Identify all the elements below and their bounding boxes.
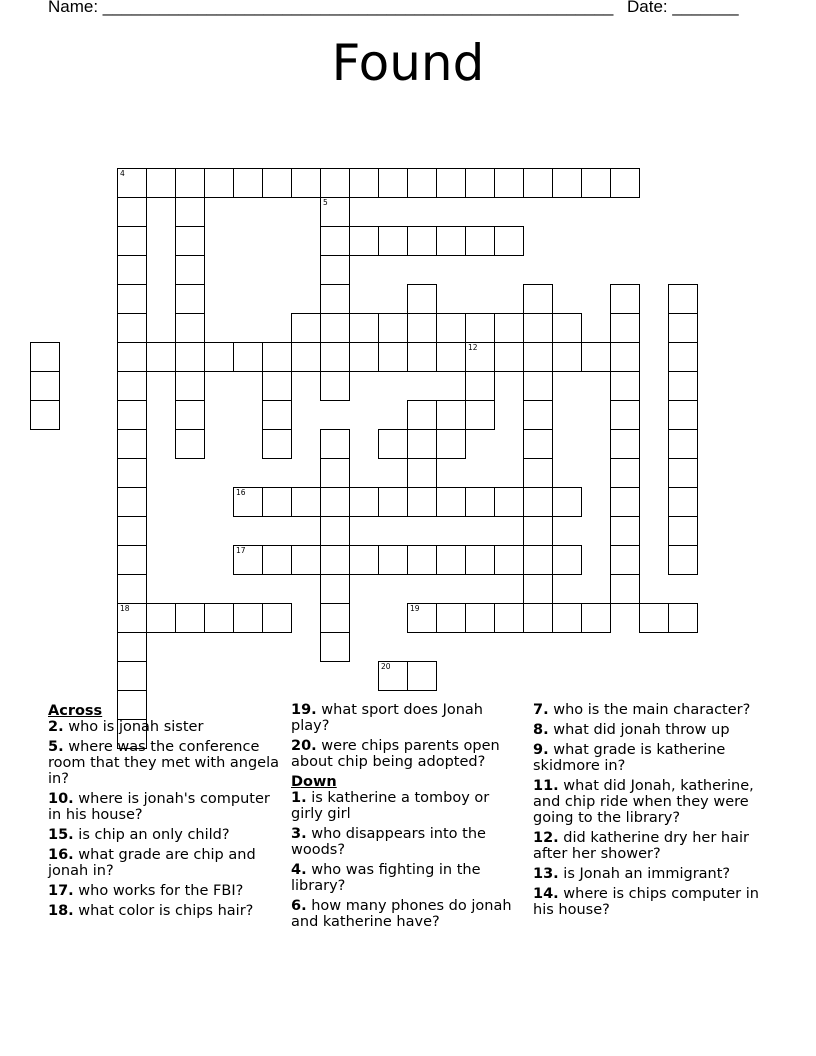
crossword-cell[interactable]	[117, 342, 147, 372]
crossword-cell[interactable]	[668, 516, 698, 546]
crossword-cell[interactable]	[146, 168, 176, 198]
clues-column-2	[291, 702, 521, 934]
crossword-cell[interactable]	[233, 603, 263, 633]
crossword-cell[interactable]	[117, 255, 147, 285]
crossword-cell[interactable]	[610, 487, 640, 517]
crossword-cell[interactable]	[610, 284, 640, 314]
crossword-cell[interactable]	[117, 603, 147, 633]
crossword-cell[interactable]	[320, 574, 350, 604]
crossword-cell[interactable]	[262, 168, 292, 198]
crossword-cell[interactable]	[117, 458, 147, 488]
clue-down-4: 4. who was fighting in the library?	[291, 862, 481, 894]
crossword-cell[interactable]	[610, 313, 640, 343]
clue-down-13: 13. is Jonah an immigrant?	[533, 866, 731, 882]
crossword-cell[interactable]	[436, 400, 466, 430]
crossword-cell[interactable]	[378, 342, 408, 372]
crossword-cell[interactable]	[407, 603, 437, 633]
crossword-cell[interactable]	[291, 168, 321, 198]
crossword-cell[interactable]	[117, 197, 147, 227]
crossword-cell[interactable]	[668, 487, 698, 517]
clues-column-1	[48, 702, 283, 923]
crossword-cell[interactable]	[320, 255, 350, 285]
crossword-cell[interactable]	[465, 400, 495, 430]
crossword-cell[interactable]	[349, 226, 379, 256]
crossword-cell[interactable]	[523, 458, 553, 488]
crossword-cell[interactable]	[233, 342, 263, 372]
crossword-cell[interactable]	[233, 545, 263, 575]
crossword-cell[interactable]	[378, 168, 408, 198]
crossword-cell[interactable]	[378, 661, 408, 691]
clue-down-3: 3. who disappears into the woods?	[291, 826, 486, 858]
crossword-cell[interactable]	[262, 400, 292, 430]
crossword-cell[interactable]	[175, 226, 205, 256]
crossword-cell[interactable]	[320, 603, 350, 633]
crossword-cell[interactable]	[552, 487, 582, 517]
crossword-cell[interactable]	[349, 487, 379, 517]
crossword-cell[interactable]	[407, 487, 437, 517]
crossword-cell[interactable]	[523, 545, 553, 575]
crossword-cell[interactable]	[117, 284, 147, 314]
crossword-cell[interactable]	[175, 255, 205, 285]
clue-down-1: 1. is katherine a tomboy or girly girl	[291, 790, 490, 822]
clue-across-19: 19. what sport does Jonah play?	[291, 702, 483, 734]
crossword-cell[interactable]	[175, 371, 205, 401]
crossword-cell[interactable]	[610, 458, 640, 488]
crossword-cell[interactable]	[436, 487, 466, 517]
crossword-cell[interactable]	[668, 400, 698, 430]
crossword-cell[interactable]	[639, 603, 669, 633]
crossword-cell[interactable]	[610, 342, 640, 372]
clue-across-20: 20. were chips parents open about chip being adopted?	[291, 738, 500, 770]
crossword-cell[interactable]	[320, 284, 350, 314]
crossword-cell[interactable]	[552, 603, 582, 633]
crossword-cell[interactable]	[117, 313, 147, 343]
crossword-cell[interactable]	[581, 342, 611, 372]
crossword-cell[interactable]	[378, 429, 408, 459]
crossword-cell[interactable]	[320, 371, 350, 401]
crossword-cell[interactable]	[610, 516, 640, 546]
crossword-cell[interactable]	[668, 284, 698, 314]
crossword-cell[interactable]	[204, 168, 234, 198]
crossword-cell[interactable]	[552, 168, 582, 198]
crossword-cell[interactable]	[465, 603, 495, 633]
down-heading: Down	[291, 774, 337, 790]
crossword-cell[interactable]	[494, 603, 524, 633]
crossword-cell[interactable]	[523, 516, 553, 546]
crossword-cell[interactable]	[523, 487, 553, 517]
clue-down-6: 6. how many phones do jonah and katherine have?	[291, 898, 512, 930]
crossword-cell[interactable]	[262, 487, 292, 517]
crossword-cell[interactable]	[117, 400, 147, 430]
clue-number: 4	[120, 169, 125, 178]
crossword-cell[interactable]	[436, 226, 466, 256]
crossword-cell[interactable]	[523, 168, 553, 198]
clue-down-12: 12. did katherine dry her hair after her shower?	[533, 830, 749, 862]
crossword-cell[interactable]	[320, 342, 350, 372]
crossword-cell[interactable]	[291, 545, 321, 575]
crossword-cell[interactable]	[204, 342, 234, 372]
crossword-cell[interactable]	[465, 226, 495, 256]
crossword-cell[interactable]	[117, 168, 147, 198]
crossword-cell[interactable]	[465, 313, 495, 343]
crossword-cell[interactable]	[320, 197, 350, 227]
crossword-cell[interactable]	[175, 603, 205, 633]
clue-down-11: 11. what did Jonah, katherine, and chip ride when they were going to the library?	[533, 778, 754, 826]
clue-across-16: 16. what grade are chip and jonah in?	[48, 847, 256, 879]
crossword-cell[interactable]	[610, 574, 640, 604]
clue-number: 19	[410, 604, 420, 613]
crossword-cell[interactable]	[233, 168, 263, 198]
name-field-label[interactable]: Name: ______________________________________________________	[48, 0, 614, 16]
crossword-cell[interactable]	[117, 371, 147, 401]
crossword-cell[interactable]	[610, 400, 640, 430]
crossword-cell[interactable]	[523, 313, 553, 343]
crossword-cell[interactable]	[523, 574, 553, 604]
crossword-cell[interactable]	[30, 371, 60, 401]
crossword-cell[interactable]	[262, 429, 292, 459]
clue-number: 5	[323, 198, 328, 207]
crossword-cell[interactable]	[465, 342, 495, 372]
crossword-cell[interactable]	[523, 284, 553, 314]
clues-column-3	[533, 702, 773, 922]
clue-down-8: 8. what did jonah throw up	[533, 722, 730, 738]
crossword-cell[interactable]	[291, 342, 321, 372]
crossword-cell[interactable]	[117, 429, 147, 459]
clue-across-2: 2. who is jonah sister	[48, 719, 204, 735]
crossword-cell[interactable]	[262, 545, 292, 575]
crossword-cell[interactable]	[494, 487, 524, 517]
crossword-cell[interactable]	[465, 487, 495, 517]
crossword-cell[interactable]	[407, 545, 437, 575]
crossword-cell[interactable]	[465, 545, 495, 575]
crossword-cell[interactable]	[494, 168, 524, 198]
crossword-cell[interactable]	[436, 313, 466, 343]
clue-number: 16	[236, 488, 246, 497]
clue-number: 17	[236, 546, 246, 555]
crossword-cell[interactable]	[610, 371, 640, 401]
clue-across-15: 15. is chip an only child?	[48, 827, 230, 843]
crossword-cell[interactable]	[407, 458, 437, 488]
crossword-cell[interactable]	[349, 313, 379, 343]
crossword-cell[interactable]	[117, 545, 147, 575]
crossword-cell[interactable]	[668, 545, 698, 575]
crossword-cell[interactable]	[610, 545, 640, 575]
clue-across-17: 17. who works for the FBI?	[48, 883, 244, 899]
crossword-cell[interactable]	[175, 197, 205, 227]
crossword-cell[interactable]	[407, 429, 437, 459]
crossword-cell[interactable]	[378, 313, 408, 343]
crossword-cell[interactable]	[291, 313, 321, 343]
crossword-cell[interactable]	[175, 342, 205, 372]
crossword-cell[interactable]	[436, 545, 466, 575]
crossword-cell[interactable]	[117, 574, 147, 604]
clue-across-10: 10. where is jonah's computer in his house?	[48, 791, 270, 823]
crossword-cell[interactable]	[668, 313, 698, 343]
crossword-cell[interactable]	[407, 661, 437, 691]
crossword-cell[interactable]	[204, 603, 234, 633]
crossword-cell[interactable]	[494, 545, 524, 575]
crossword-cell[interactable]	[146, 603, 176, 633]
crossword-cell[interactable]	[320, 487, 350, 517]
crossword-cell[interactable]	[407, 226, 437, 256]
crossword-cell[interactable]	[610, 168, 640, 198]
crossword-cell[interactable]	[668, 458, 698, 488]
crossword-cell[interactable]	[175, 313, 205, 343]
crossword-cell[interactable]	[523, 429, 553, 459]
crossword-cell[interactable]	[117, 487, 147, 517]
crossword-cell[interactable]	[668, 603, 698, 633]
crossword-cell[interactable]	[465, 371, 495, 401]
crossword-cell[interactable]	[320, 313, 350, 343]
crossword-cell[interactable]	[320, 429, 350, 459]
crossword-cell[interactable]	[320, 516, 350, 546]
crossword-cell[interactable]	[523, 371, 553, 401]
crossword-cell[interactable]	[117, 632, 147, 662]
crossword-cell[interactable]	[175, 284, 205, 314]
clue-across-5: 5. where was the conference room that they met with angela in?	[48, 739, 279, 787]
crossword-cell[interactable]	[436, 603, 466, 633]
crossword-cell[interactable]	[320, 168, 350, 198]
clue-down-9: 9. what grade is katherine skidmore in?	[533, 742, 726, 774]
crossword-cell[interactable]	[349, 545, 379, 575]
crossword-cell[interactable]	[233, 487, 263, 517]
crossword-cell[interactable]	[436, 429, 466, 459]
crossword-cell[interactable]	[436, 168, 466, 198]
crossword-cell[interactable]	[523, 400, 553, 430]
clue-across-18: 18. what color is chips hair?	[48, 903, 254, 919]
crossword-cell[interactable]	[668, 342, 698, 372]
clue-number: 18	[120, 604, 130, 613]
crossword-cell[interactable]	[552, 313, 582, 343]
crossword-cell[interactable]	[668, 371, 698, 401]
crossword-cell[interactable]	[378, 487, 408, 517]
crossword-cell[interactable]	[494, 342, 524, 372]
crossword-cell[interactable]	[349, 342, 379, 372]
crossword-cell[interactable]	[407, 400, 437, 430]
crossword-cell[interactable]	[610, 429, 640, 459]
across-heading: Across	[48, 703, 103, 719]
crossword-cell[interactable]	[117, 661, 147, 691]
crossword-cell[interactable]	[407, 284, 437, 314]
crossword-cell[interactable]	[494, 226, 524, 256]
crossword-cell[interactable]	[175, 400, 205, 430]
crossword-cell[interactable]	[262, 371, 292, 401]
crossword-cell[interactable]	[320, 632, 350, 662]
crossword-cell[interactable]	[349, 168, 379, 198]
crossword-cell[interactable]	[465, 168, 495, 198]
crossword-cell[interactable]	[320, 545, 350, 575]
crossword-cell[interactable]	[494, 313, 524, 343]
clue-down-7: 7. who is the main character?	[533, 702, 751, 718]
crossword-cell[interactable]	[552, 545, 582, 575]
crossword-cell[interactable]	[436, 342, 466, 372]
crossword-cell[interactable]	[552, 342, 582, 372]
crossword-cell[interactable]	[262, 603, 292, 633]
crossword-cell[interactable]	[407, 313, 437, 343]
crossword-cell[interactable]	[262, 342, 292, 372]
crossword-cell[interactable]	[581, 603, 611, 633]
crossword-cell[interactable]	[175, 168, 205, 198]
crossword-cell[interactable]	[30, 400, 60, 430]
crossword-cell[interactable]	[668, 429, 698, 459]
crossword-cell[interactable]	[378, 226, 408, 256]
crossword-cell[interactable]	[320, 458, 350, 488]
crossword-cell[interactable]	[523, 603, 553, 633]
crossword-cell[interactable]	[407, 342, 437, 372]
date-field-label[interactable]: Date: _______	[627, 0, 739, 16]
crossword-cell[interactable]	[407, 168, 437, 198]
page-title: Found	[331, 34, 485, 92]
crossword-cell[interactable]	[581, 168, 611, 198]
crossword-cell[interactable]	[320, 226, 350, 256]
crossword-cell[interactable]	[175, 429, 205, 459]
crossword-cell[interactable]	[117, 516, 147, 546]
clue-down-14: 14. where is chips computer in his house?	[533, 886, 759, 918]
crossword-cell[interactable]	[146, 342, 176, 372]
crossword-cell[interactable]	[291, 487, 321, 517]
clue-number: 12	[468, 343, 478, 352]
crossword-cell[interactable]	[117, 226, 147, 256]
crossword-cell[interactable]	[523, 342, 553, 372]
crossword-cell[interactable]	[378, 545, 408, 575]
clue-number: 20	[381, 662, 391, 671]
crossword-cell[interactable]	[30, 342, 60, 372]
